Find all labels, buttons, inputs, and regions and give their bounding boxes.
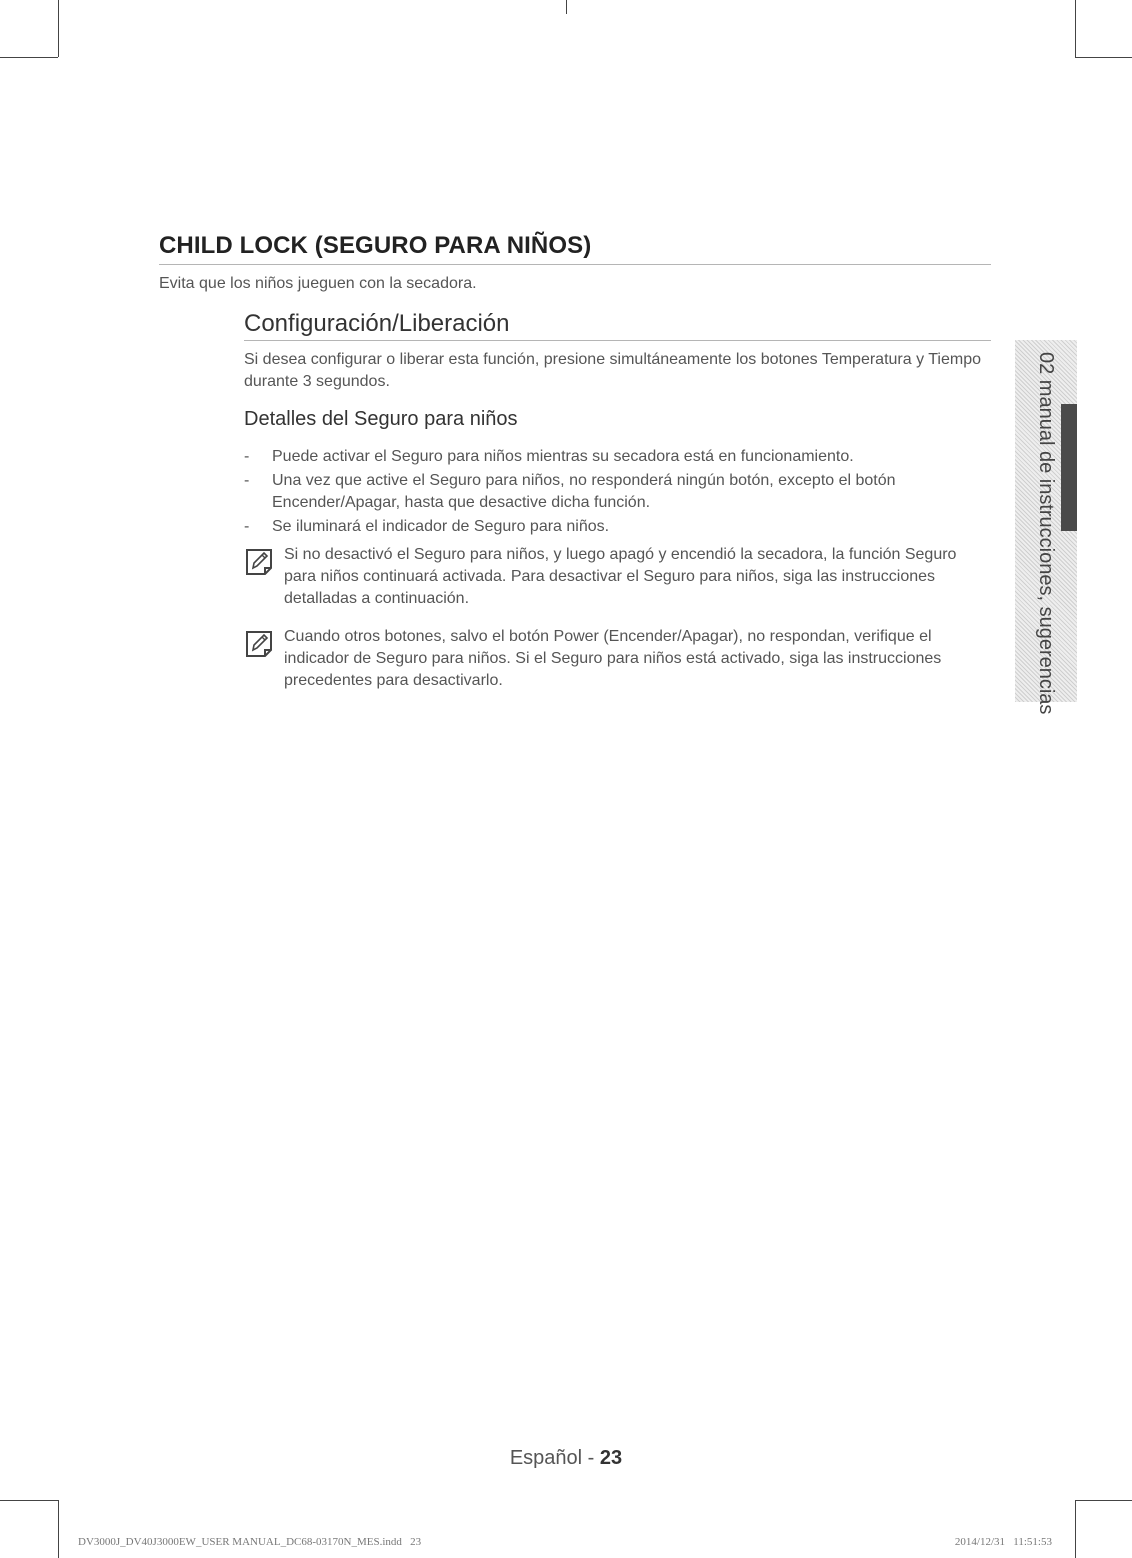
list-item-text: Una vez que active el Seguro para niños, no responderá ningún botón, excepto el botón Encender/Apagar, hasta que desactive dicha función. <box>272 472 896 511</box>
crop-mark <box>1075 1500 1132 1501</box>
crop-mark <box>1075 1500 1076 1558</box>
details-heading: Detalles del Seguro para niños <box>244 408 518 430</box>
crop-mark <box>1075 0 1076 57</box>
section-intro: Evita que los niños jueguen con la secadora. <box>159 275 477 292</box>
crop-mark <box>0 1500 58 1501</box>
crop-mark <box>58 0 59 57</box>
note-block <box>244 626 984 692</box>
list-item <box>244 516 984 538</box>
note-text: Cuando otros botones, salvo el botón Power (Encender/Apagar), no respondan, verifique el indicador de Seguro para niños. Si el Seguro para niños está activado, siga las instrucciones precedentes para desactivarlo. <box>284 628 942 689</box>
chapter-side-tab <box>1015 340 1077 715</box>
list-item-text: Se iluminará el indicador de Seguro para niños. <box>272 518 610 535</box>
crop-mark <box>1075 57 1132 58</box>
crop-mark <box>58 1500 59 1558</box>
chapter-label: 02 manual de instrucciones, sugerencias <box>1035 352 1057 715</box>
page-number <box>0 1447 1132 1470</box>
list-item <box>244 470 984 514</box>
footer-timestamp: 2014/12/31 11:51:53 <box>954 1536 1052 1548</box>
page-separator: - <box>582 1447 600 1469</box>
chapter-marker <box>1061 404 1077 531</box>
page-language: Español <box>509 1447 583 1469</box>
note-icon <box>244 547 274 577</box>
details-list <box>244 446 984 540</box>
footer-filename: DV3000J_DV40J3000EW_USER MANUAL_DC68-03170N_MES.indd 23 <box>78 1536 422 1548</box>
note-text: Si no desactivó el Seguro para niños, y luego apagó y encendió la secadora, la función Seguro para niños continuará activada. Para desactivar el Seguro para niños, siga las instrucciones detalladas a continuación. <box>284 546 957 607</box>
bullet-marker: - <box>244 472 250 489</box>
list-item <box>244 446 984 468</box>
setup-heading: Configuración/Liberación <box>244 310 991 341</box>
page-number-value: 23 <box>599 1447 623 1469</box>
bullet-marker: - <box>244 518 250 535</box>
bullet-marker: - <box>244 448 250 465</box>
crop-mark <box>566 0 567 14</box>
note-icon <box>244 629 274 659</box>
note-block <box>244 544 984 610</box>
setup-paragraph: Si desea configurar o liberar esta función, presione simultáneamente los botones Temperatura y Tiempo durante 3 segundos. <box>244 351 982 390</box>
crop-mark <box>0 57 58 58</box>
list-item-text: Puede activar el Seguro para niños mientras su secadora está en funcionamiento. <box>272 448 854 465</box>
section-heading: CHILD LOCK (SEGURO PARA NIÑOS) <box>159 232 991 265</box>
